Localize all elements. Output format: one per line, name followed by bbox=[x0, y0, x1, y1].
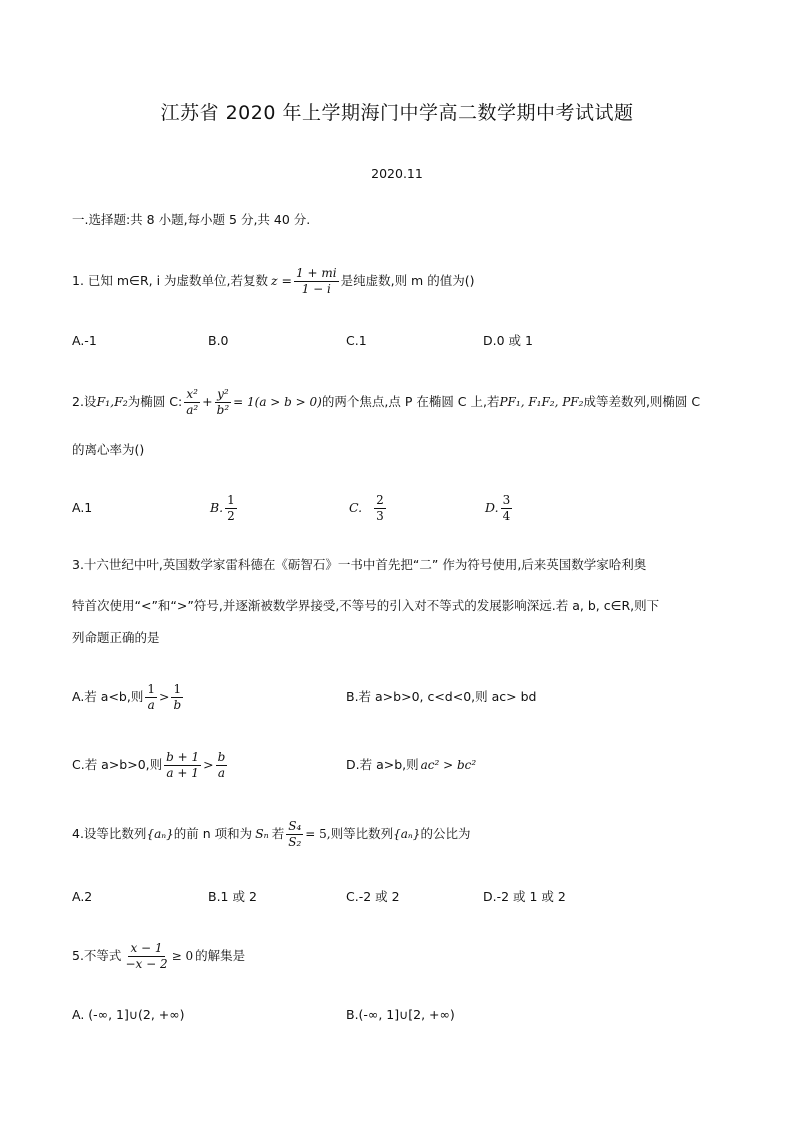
q3-line3: 列命题正确的是 bbox=[72, 630, 160, 645]
q1-option-a: A.-1 bbox=[72, 333, 97, 348]
q1-option-d: D.0 或 1 bbox=[483, 333, 533, 348]
question-2 bbox=[72, 383, 700, 421]
q3-option-c-text: C.若 a>b>0,则 bbox=[72, 757, 163, 772]
q1-fraction-den: 1 − i bbox=[301, 281, 331, 296]
q2-option-b-num: 1 bbox=[227, 492, 235, 507]
q2-fraction-x-num: x² bbox=[186, 386, 198, 401]
q2-equation: = 1(a > b > 0) bbox=[233, 395, 322, 409]
q2-option-d-num: 3 bbox=[502, 492, 511, 507]
q3-option-a-fraction-2 bbox=[171, 683, 183, 711]
q1-text-post: 是纯虚数,则 m 的值为() bbox=[340, 273, 475, 288]
q2-option-c-num: 2 bbox=[376, 492, 384, 507]
q1-option-c: C.1 bbox=[346, 333, 367, 348]
q3-option-c-f2-num: b bbox=[217, 749, 226, 764]
q4-sequence-2: {aₙ} bbox=[393, 827, 421, 841]
q2-option-d-label: D. bbox=[485, 500, 499, 515]
q3-option-c-gt: > bbox=[203, 757, 214, 772]
q3-option-a-f1-den: a bbox=[147, 697, 155, 712]
q3-option-d-text: D.若 a>b,则 bbox=[346, 757, 419, 772]
q3-option-c-f1-num: b + 1 bbox=[166, 749, 200, 764]
q4-text-mid2: 若 bbox=[271, 826, 285, 841]
q4-text-mid3: 则等比数列 bbox=[330, 826, 394, 841]
q3-option-a-gt: > bbox=[158, 689, 170, 704]
q2-option-d-fraction bbox=[501, 494, 513, 522]
q4-option-c: C.-2 或 2 bbox=[346, 889, 400, 904]
q4-text-mid1: 的前 n 项和为 bbox=[173, 826, 253, 841]
q2-fraction-y-den: b² bbox=[216, 402, 230, 417]
question-5 bbox=[72, 937, 245, 975]
q2-line2: 的离心率为() bbox=[72, 442, 145, 457]
q3-option-d bbox=[346, 756, 476, 774]
q4-text-post: 的公比为 bbox=[420, 826, 471, 841]
question-4 bbox=[72, 815, 470, 853]
q2-option-c-fraction bbox=[374, 494, 386, 522]
q3-option-c-fraction-2 bbox=[216, 751, 228, 779]
q2-option-c bbox=[349, 490, 388, 526]
q5-text-post: 的解集是 bbox=[195, 948, 246, 963]
q2-text-mid2: 的两个焦点,点 P 在椭圆 C 上,若 bbox=[321, 394, 500, 409]
q2-text-post: 成等差数列,则椭圆 C bbox=[583, 394, 701, 409]
q4-sn: Sₙ bbox=[255, 826, 269, 841]
q3-option-c bbox=[72, 747, 229, 783]
q2-option-b-fraction bbox=[225, 494, 237, 522]
q2-option-a bbox=[72, 490, 92, 526]
q3-option-b: B.若 a>b>0, c<d<0,则 ac> bd bbox=[346, 689, 537, 704]
q5-fraction-den: −x − 2 bbox=[125, 956, 168, 971]
q2-fraction-y-num: y² bbox=[217, 386, 229, 401]
q4-fraction-num: S₄ bbox=[288, 818, 302, 833]
q4-option-d: D.-2 或 1 或 2 bbox=[483, 889, 566, 904]
section-heading: 一.选择题:共 8 小题,每小题 5 分,共 40 分. bbox=[72, 212, 311, 227]
q2-option-c-label: C. bbox=[349, 500, 363, 515]
q5-option-a: A. (-∞, 1]∪(2, +∞) bbox=[72, 1007, 185, 1022]
q2-fraction-x bbox=[184, 388, 200, 416]
q5-inequality: ≥ 0 bbox=[171, 949, 194, 963]
q5-fraction-num: x − 1 bbox=[130, 940, 163, 955]
q2-fraction-y bbox=[215, 388, 232, 416]
q2-plus: + bbox=[202, 394, 213, 409]
exam-date: 2020.11 bbox=[371, 166, 423, 181]
q2-option-d-den: 4 bbox=[502, 508, 511, 523]
q2-option-c-den: 3 bbox=[376, 508, 384, 523]
q5-fraction bbox=[123, 942, 169, 970]
q4-option-a: A.2 bbox=[72, 889, 93, 904]
question-1 bbox=[72, 263, 474, 299]
q4-fraction bbox=[286, 820, 303, 848]
q1-z-eq: z = bbox=[271, 273, 293, 288]
q3-option-c-fraction-1 bbox=[164, 751, 201, 779]
q2-option-d bbox=[485, 490, 514, 526]
q3-option-a-text: A.若 a<b,则 bbox=[72, 689, 144, 704]
q2-option-b bbox=[210, 490, 239, 526]
q2-option-a-text: A.1 bbox=[72, 500, 93, 515]
q4-equation: = 5, bbox=[305, 827, 331, 841]
q2-text-pre: 2.设 bbox=[72, 394, 97, 409]
q3-option-d-math: ac² > bc² bbox=[420, 758, 477, 772]
q3-option-a-f2-den: b bbox=[173, 697, 182, 712]
q3-option-c-f2-den: a bbox=[217, 765, 226, 780]
q3-option-a-f1-num: 1 bbox=[147, 681, 155, 696]
q3-option-c-f1-den: a + 1 bbox=[166, 765, 199, 780]
q1-text-pre: 1. 已知 m∈R, i 为虚数单位,若复数 bbox=[72, 273, 268, 288]
q2-option-b-den: 2 bbox=[227, 508, 235, 523]
q4-sequence: {aₙ} bbox=[146, 827, 174, 841]
q2-sequence: PF₁, F₁F₂, PF₂ bbox=[499, 395, 584, 409]
q5-text-pre: 5.不等式 bbox=[72, 948, 122, 963]
q3-line1: 3.十六世纪中叶,英国数学家雷科德在《砺智石》一书中首先把“二” 作为符号使用,后来英国数学家哈利奥 bbox=[72, 557, 647, 572]
q2-text-mid1: 为椭圆 C: bbox=[127, 394, 183, 409]
q4-text-pre: 4.设等比数列 bbox=[72, 826, 147, 841]
q2-option-b-label: B. bbox=[210, 500, 224, 515]
q3-option-a-f2-num: 1 bbox=[173, 681, 182, 696]
q5-option-b: B.(-∞, 1]∪[2, +∞) bbox=[346, 1007, 455, 1022]
q2-fraction-x-den: a² bbox=[186, 402, 199, 417]
q2-foci: F₁,F₂ bbox=[96, 394, 128, 409]
q1-option-b: B.0 bbox=[208, 333, 229, 348]
q4-fraction-den: S₂ bbox=[288, 834, 302, 849]
q3-option-a bbox=[72, 679, 185, 715]
q1-fraction-num: 1 + mi bbox=[296, 265, 337, 280]
q3-option-a-fraction-1 bbox=[145, 683, 157, 711]
q1-fraction bbox=[294, 267, 339, 295]
q4-option-b: B.1 或 2 bbox=[208, 889, 257, 904]
q3-line2: 特首次使用“<”和“>”符号,并逐渐被数学界接受,不等号的引入对不等式的发展影响深远.若 a, b, c∈R,则下 bbox=[72, 598, 660, 613]
page-title: 江苏省 2020 年上学期海门中学高二数学期中考试试题 bbox=[160, 102, 634, 124]
